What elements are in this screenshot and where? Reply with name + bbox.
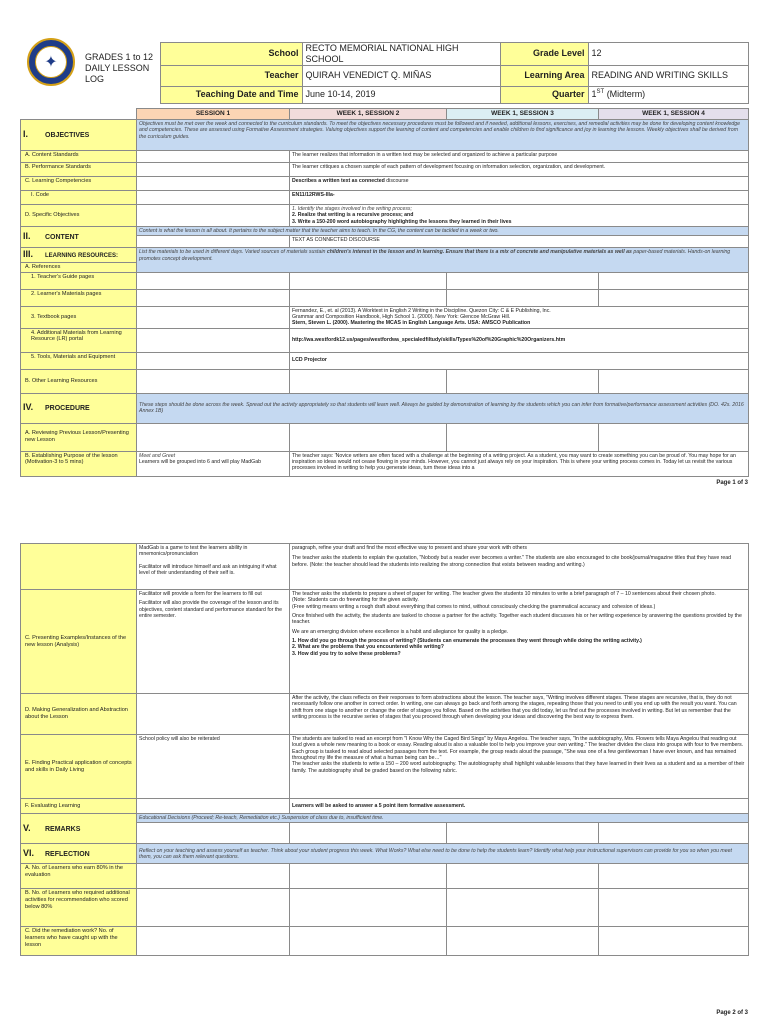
specific-objectives-label: D. Specific Objectives (21, 204, 137, 226)
textbook-label: 3. Textbook pages (21, 306, 137, 328)
competencies-label: C. Learning Competencies (21, 176, 137, 190)
application-s2 (290, 735, 749, 799)
reviewing-label: A. Reviewing Previous Lesson/Presenting new Lesson (21, 423, 137, 451)
presenting-label: C. Presenting Examples/Instances of the new lesson (Analysis) (21, 590, 137, 694)
tg-s4 (599, 272, 749, 289)
session-header-row (21, 109, 749, 120)
reflection-a-label: A. No. of Learners who earn 80% in the evaluation (21, 864, 137, 889)
performance-standards-row (21, 162, 749, 176)
page1-table (20, 108, 749, 477)
content-standards-s1 (137, 150, 290, 162)
learners-materials-label: 2. Learner's Materials pages (21, 289, 137, 306)
reflection-b-label: B. No. of Learners who required additional activities for recommendation who scored below 80% (21, 889, 137, 927)
remarks-note-row (21, 814, 749, 823)
establishing-s2: The teacher says: 'Novice writers are often faced with a challenge at the beginning of a writing project. As a student, you may want to create something you can be proud of. You may hope for an inspiration so ideas would not cease flowing in your minds. However, you cannot just always rely on your inspiration. This is where your writing process comes in. Today let us revisit the various processes involved in writing to help you generate ideas, turn these ideas into a (290, 451, 749, 476)
page-2-label: Page 2 of 3 (716, 1010, 748, 1016)
tg-s1 (137, 272, 290, 289)
code-text: EN11/12RWS-IIIa- (290, 190, 749, 204)
rc-s4 (599, 927, 749, 956)
textbook-s1 (137, 306, 290, 328)
dll-line-2: DAILY LESSON (85, 62, 150, 73)
reflection-c-label: C. Did the remediation work? No. of learners who have caught up with the lesson (21, 927, 137, 956)
lm-s2 (290, 289, 447, 306)
autobiography-task: The teacher asks the students to write a 150 – 200 word autobiography. The autobiography shall highlight valuable lessons that they have learned in their lives as a student and as a member of their family. The autobiography shall be graded based on the following rubric. (292, 761, 745, 774)
competencies-bold: Describes a written text as connected (292, 177, 385, 184)
content-text: CONTENT (45, 234, 79, 242)
application-s1: School policy will also be reiterated (137, 735, 290, 799)
remarks-num: V. (23, 822, 31, 833)
performance-standards-text: The learner critiques a chosen sample of each pattern of development focusing on information selection, organization, and development. (290, 162, 749, 176)
partner-task: Once finished with the activity, the students are tasked to choose a partner for the activity. Together each student discusses his or her writing experience by answering the questions provided by the teacher. (292, 613, 742, 626)
other-resources-label: B. Other Learning Resources (21, 369, 137, 393)
grade-value: 12 (588, 43, 748, 66)
motivation-cont-s1 (137, 544, 290, 590)
reflection-note: Reflect on your teaching and assess yourself as teacher. Think about your student progress this week. What Works? What else need to be done to help the students learn? Identify what help your instructional supervisors can provide for you so when you meet them, you can ask them relevant questions. (137, 844, 749, 864)
learning-resources-text: LEARNING RESOURCES: (45, 253, 119, 260)
objectives-text: OBJECTIVES (45, 132, 90, 140)
quotation-task: The teacher asks the students to explain the quotation, "Nobody but a reader ever becomes a writer." The students are also encouraged to cite book/journal/magazine titles that they have read before. (Note: the teacher should lead the students into realizing the strong connection that exists between reading and writing.) (292, 555, 732, 568)
presenting-row (21, 590, 749, 694)
lr-note-a: List the materials to be used in different days. Varied sources of materials sustain (139, 249, 327, 256)
textbook-ref-2: Grammar and Composition Handbook, High School 1. (2000). New York: Glencoe McGraw Hill. (292, 313, 511, 320)
textbook-row (21, 306, 749, 328)
procedure-row (21, 393, 749, 423)
objectives-note: Objectives must be met over the week and connected to the curriculum standards. To meet the objectives necessary procedures must be followed and if needed, additional lessons, exercises, and remedial activities may be done for developing content knowledge and competencies. These are assessed using Formative Assessment strategies. Valuing objectives support the learning of content and competencies and enable children to find significance and joy in learning the lessons. Weekly objectives shall be derived from the curriculum guides. (137, 119, 749, 150)
ra-s2 (290, 864, 447, 889)
procedure-label (21, 393, 137, 423)
question-1: 1. How did you go through the process of writing? (Students can enumerate the processes they went through while doing the writing activity.) (292, 638, 642, 645)
tools-text: LCD Projector (290, 352, 749, 369)
reflection-text: REFLECTION (45, 851, 90, 859)
dll-line-1: GRADES 1 to 12 (85, 52, 154, 62)
motivation-cont-label (21, 544, 137, 590)
reading-aloud-task: The students are tasked to read an excerpt from "I Know Why the Caged Bird Sings" by Maya Angelou. The teacher says, "In the autobiography, Mrs. Flowers tells Maya Angelou that reading out loud gives a whole new meaning to a book or essay. Reading aloud is also a valuable tool to help you improve your own writing." The teacher divides the class into groups with four to five members. Each group is tasked to read aloud selected passages from the text. For example, the group reads aloud the passage, "She was one of a few gentlewoman I have ever known, and has remained throughout my life the measure of what a human being can be…" (292, 736, 744, 762)
session-4-header: WEEK 1, SESSION 4 (599, 109, 749, 120)
generalization-s2: After the activity, the class reflects on their responses to form abstractions about the lesson. The teacher says, "Writing involves different stages. These stages are recursive, that is, they do not necessarily follow one another in correct order. In writing, one can always go back and forth among the stages, repeating those that you need to until you end up with the result you want. You can shift from one stage to another or change the order of stages you follow. Based on the activities that you did today, let us find out the processes involved in writing. But let us remember that the writing process is the recursive series of stages that you proceed through when developing your ideas and discovering the best way to express them. (290, 694, 749, 735)
additional-materials-link[interactable]: http://wa.westfordk12.us/pages/westfordwa_specialedfiltudy/skills/Types%20of%20Graphic%20Organizers.htm (290, 328, 749, 352)
remarks-text: REMARKS (45, 825, 81, 833)
session-header-blank (21, 109, 137, 120)
ra-s3 (447, 864, 599, 889)
ra-s1 (137, 864, 290, 889)
objective-2: 2. Realize that writing is a recursive process; and (292, 212, 414, 219)
code-s1 (137, 190, 290, 204)
rev-s2 (290, 423, 447, 451)
reflection-c-row (21, 927, 749, 956)
learning-resources-note (137, 248, 749, 272)
date-value: June 10-14, 2019 (302, 86, 500, 103)
performance-standards-s1 (137, 162, 290, 176)
reflection-a-row (21, 864, 749, 889)
madgab-intro: Learners will be grouped into 6 and will play MadGab (139, 458, 261, 465)
content-note: Content is what the lesson is all about. It pertains to the subject matter that the teacher aims to teach. In the CG, the content can be tackled in a week or two. (137, 226, 749, 235)
am-s1 (137, 328, 290, 352)
generalization-s1 (137, 694, 290, 735)
rb-s2 (290, 889, 447, 927)
rc-s2 (290, 927, 447, 956)
tg-s3 (447, 272, 599, 289)
lr-note-c: paper-based materials. Hands-on learning promotes concept development. (139, 249, 731, 262)
tg-s2 (290, 272, 447, 289)
content-label (21, 226, 137, 247)
quarter-value: 1ST (Midterm) (588, 86, 748, 103)
remarks-s4 (599, 823, 749, 844)
school-label: School (160, 43, 302, 66)
page-1-label: Page 1 of 3 (716, 480, 748, 486)
rc-s3 (447, 927, 599, 956)
objectives-label (21, 119, 137, 150)
rb-s4 (599, 889, 749, 927)
olr-s1 (137, 369, 290, 393)
code-row (21, 190, 749, 204)
content-s1 (137, 236, 290, 248)
content-note-row (21, 226, 749, 235)
school-value: RECTO MEMORIAL NATIONAL HIGH SCHOOL (302, 43, 500, 66)
evaluating-s2: Learners will be asked to answer a 5 point item formative assessment. (290, 799, 749, 814)
lr-note-b: children's interest in the lesson and in learning. Ensure that there is a mix of concrete and manipulative materials as well as (326, 249, 632, 256)
rev-s1 (137, 423, 290, 451)
remarks-note: Educational Decisions (Proceed; Re-teach, Remediation etc.) Suspension of class due to, insufficient time. (137, 814, 749, 823)
olr-s4 (599, 369, 749, 393)
competencies-row (21, 176, 749, 190)
teacher-value: QUIRAH VENEDICT Q. MIÑAS (302, 65, 500, 86)
competencies-text (290, 176, 749, 190)
motivation-cont-row (21, 544, 749, 590)
olr-s3 (447, 369, 599, 393)
quarter-label: Quarter (500, 86, 588, 103)
lm-s4 (599, 289, 749, 306)
motivation-cont-s2 (290, 544, 749, 590)
paragraph-cont: paragraph, refine your draft and find the most effective way to present and share your work with others (292, 545, 527, 551)
competencies-s1 (137, 176, 290, 190)
teachers-guide-row (21, 272, 749, 289)
session-2-header: WEEK 1, SESSION 2 (290, 109, 447, 120)
date-label: Teaching Date and Time (160, 86, 302, 103)
session-3-header: WEEK 1, SESSION 3 (447, 109, 599, 120)
ra-s4 (599, 864, 749, 889)
textbook-text (290, 306, 749, 328)
content-standards-text: The learner realizes that information in a written text may be selected and organized to achieve a particular purpose (290, 150, 749, 162)
specific-objectives-row (21, 204, 749, 226)
references-label: A. References (21, 262, 137, 272)
madgab-desc: MadGab is a game to test the learners ability in mnemonics/pronunciation (139, 545, 248, 558)
page2-table (20, 543, 749, 956)
dll-line-3: LOG (85, 73, 105, 84)
rev-s3 (447, 423, 599, 451)
reflection-row (21, 844, 749, 864)
tools-label: 5. Tools, Materials and Equipment (21, 352, 137, 369)
generalization-row (21, 694, 749, 735)
additional-materials-row (21, 328, 749, 352)
remarks-label (21, 814, 137, 844)
reflection-b-row (21, 889, 749, 927)
objective-1: 1. Identify the stages involved in the writing process; (292, 205, 412, 212)
learners-materials-row (21, 289, 749, 306)
objectives-row (21, 119, 749, 150)
presenting-s2 (290, 590, 749, 694)
learning-resources-label (21, 248, 137, 262)
tools-s1 (137, 352, 290, 369)
objectives-num: I. (23, 129, 29, 140)
lm-s3 (447, 289, 599, 306)
reflection-num: VI. (23, 848, 35, 859)
question-2: 2. What are the problems that you encountered while writing? (292, 644, 444, 651)
content-standards-label: A. Content Standards (21, 150, 137, 162)
session-1-header: SESSION 1 (137, 109, 290, 120)
area-label: Learning Area (500, 65, 588, 86)
code-label: I. Code (21, 190, 137, 204)
tools-row (21, 352, 749, 369)
olr-s2 (290, 369, 447, 393)
learning-resources-row (21, 248, 749, 262)
header-table (20, 42, 749, 104)
presenting-s1 (137, 590, 290, 694)
procedure-text: PROCEDURE (45, 405, 90, 413)
teachers-guide-label: 1. Teacher's Guide pages (21, 272, 137, 289)
freewriting-note: (Note: Students can do freewriting for the given activity. (292, 597, 419, 604)
rb-s3 (447, 889, 599, 927)
grade-label: Grade Level (500, 43, 588, 66)
coverage-desc: Facilitator will also provide the coverage of the lesson and its objectives, content standard and performance standard for the entire semester. (139, 600, 283, 620)
rev-s4 (599, 423, 749, 451)
area-value: READING AND WRITING SKILLS (588, 65, 748, 86)
application-row (21, 735, 749, 799)
evaluating-row (21, 799, 749, 814)
application-label: E. Finding Practical application of concepts and skills in Daily Living (21, 735, 137, 799)
facilitator-intro: Facilitator will introduce himself and ask an intriguing if what level of their understanding of their self is. (139, 563, 277, 577)
remarks-s3 (447, 823, 599, 844)
question-3: 3. How did you try to solve these problems? (292, 650, 401, 657)
lm-s1 (137, 289, 290, 306)
rc-s1 (137, 927, 290, 956)
evaluating-label: F. Evaluating Learning (21, 799, 137, 814)
other-resources-row (21, 369, 749, 393)
content-standards-row (21, 150, 749, 162)
freewriting-def: (Free writing means writing a rough draft about everything that comes to mind, without consciously checking the grammatical accuracy and cohesion of ideas.) (292, 603, 656, 610)
form-fill: Facilitator will provide a form for the learners to fill out (139, 591, 262, 597)
procedure-note: These steps should be done across the week. Spread out the activity appropriately so that students will learn well. Always be guided by demonstration of learning by the students which you can infer from formative/performance assessment activities (DO. 42s. 2016 Annex 1B) (137, 393, 749, 423)
teacher-label: Teacher (160, 65, 302, 86)
objective-3: 3. Write a 150-200 word autobiography highlighting the lessons they learned in their lives (292, 218, 512, 225)
additional-materials-label: 4. Additional Materials from Learning Resource (LR) portal (21, 328, 137, 352)
textbook-ref-3: Stern, Steven L. (2000). Mastering the MCAS in English Language Arts. USA: AMSCO Publication (292, 320, 531, 327)
content-value: TEXT AS CONNECTED DISCOURSE (290, 236, 749, 248)
evaluating-s1 (137, 799, 290, 814)
establishing-s1 (137, 451, 290, 476)
seal-center: ✦ (35, 46, 67, 78)
division-motto: We are an emerging division where excellence is a habit and allegiance for quality is a pledge. (292, 628, 509, 635)
remarks-s1 (137, 823, 290, 844)
specific-objectives-s1 (137, 204, 290, 226)
procedure-num: IV. (23, 402, 34, 413)
meet-greet: Meet and Greet (139, 452, 176, 459)
establishing-label: B. Establishing Purpose of the lesson (Motivation-3 to 5 mins) (21, 451, 137, 476)
rb-s1 (137, 889, 290, 927)
header-logo-cell (20, 43, 160, 104)
remarks-s2 (290, 823, 447, 844)
reflection-label (21, 844, 137, 864)
textbook-ref-1: Fernandez, E., et. al (2013). A Worktext in English 2 Writing in the Discipline. Quezon City: C & E Publishing, Inc. (292, 307, 551, 314)
competencies-rest: discourse (384, 177, 409, 184)
writing-task: The teacher asks the students to prepare a sheet of paper for writing. The teacher gives the students 10 minutes to write a brief paragraph of 7 – 10 sentences about their chosen photo. (292, 591, 716, 597)
specific-objectives-text (290, 204, 749, 226)
performance-standards-label: B. Performance Standards (21, 162, 137, 176)
reviewing-row (21, 423, 749, 451)
establishing-row (21, 451, 749, 476)
learning-resources-num: III. (23, 249, 34, 260)
content-num: II. (23, 231, 31, 242)
generalization-label: D. Making Generalization and Abstraction about the Lesson (21, 694, 137, 735)
